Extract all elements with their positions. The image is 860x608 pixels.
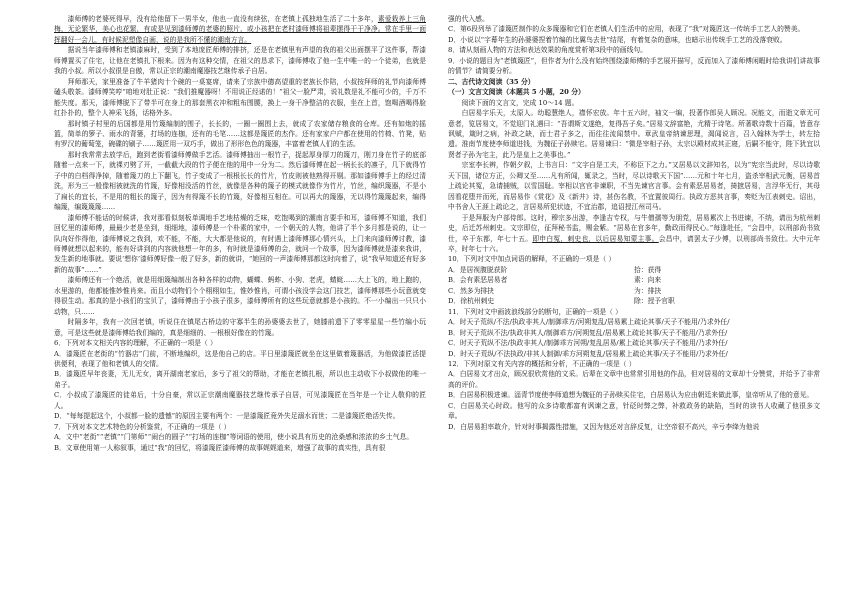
question-option: B．白居易积极进谏。淄青节度使李师道想为魏征的子孙赎买住宅，白居易认为应由朝廷来做此事，皇帝听从了他的意见。 (448, 391, 814, 400)
question-option: A．白居易文才出众，顾况很欣赏他的文采。后辈在文章中也常常引用他的作品，但对居易的文章却十分赞赏，并给予了非常高的评价。 (448, 370, 820, 389)
passage-paragraph: 漆师傅还有一个绝活，就是用细篾编制出各种各样的动物，蝴蝶、蚂蚱、小狗、老虎，蜻蜓……大上飞的，地上跑的，水里游的，他都能惟妙惟肖来。而且小动物们个个栩栩如生，惟妙惟肖，可谓小孩没学会这门技艺，漆师傅那些小玩意就变得很生动。那真的是小孩们的宝贝了，漆师傅由于小孩子很多，漆师傅所有的这些玩意就都是小孩的。不一小编出一只只小动物，只…… (54, 276, 426, 316)
question-option: B．会有素恶居易者 素：向来 (448, 276, 662, 285)
section-heading: 二、古代诗文阅读（35 分） (448, 77, 535, 86)
question-option: A．时天子荒纵/不法/执政非其人/制御乖方/河朔复乱/居易累上疏论其事/天子不能用/乃求外任/ (448, 318, 730, 327)
underlined-sentence: 素爱栽养上三角梅，无论繁华，美心也花繁，有或是见到漆师傅的老婆的照片，或小孩把在老村漆师傅将祖辈摆得干干净净。常在手里一面挥翻好一会儿，有时候泥塑像自画，说的是我所不懂的潮南方言。 (54, 15, 426, 44)
passage-paragraph: 漆师傅的老婆死得早，没有给他留下一男半女，他也一直没有续弦，在老镇上孤独地生活了二十多年，素爱栽养上三角梅，无论繁华，美心也花繁，有或是见到漆师傅的老婆的照片，或小孩把在老村漆师傅将祖辈摆得干干净净。常在手里一面挥翻好一会儿，有时候泥塑像自画，说的是我所不懂的潮南方言。 (54, 15, 426, 44)
question-option: D．小说以“字幕年生的孙婆婆捏着竹编的比翼鸟去世”结尾，有着复杂的意味，也暗示出传统手工艺的没落衰败。 (448, 35, 787, 44)
right-column (448, 14, 820, 600)
reading-instruction: 阅读下面的文言文，完成 10～14 题。 (461, 98, 579, 107)
question-option: C．小叔成了漆篾匠的徒弟后，十分自豪，常以正宗潮南魔器技艺继传承子自居，可见漆篾匠在当年是一个让人敬仰的匠人。 (54, 391, 426, 410)
question-option: D．徐杭州刺史 除：授予官职 (448, 297, 675, 306)
subsection-heading: （一）文言文阅读（本题共 5 小题，20 分） (448, 88, 585, 97)
question-option: C．然多为排抉 为：排抉 (448, 286, 662, 295)
question-option: D．时天子荒纵/不法执政/非其人制御/乖方河朔复乱/居易累上疏论其事/天子不能用/乃求外任/ (448, 349, 728, 358)
question-option: A．漆篾匠在老街的“竹器店”门前，不断地编织，这是他自己的店。平日里漆篾匠就坐在这里做着篾器活，为他做漆匠活提供便利，表现了他和老镇人的交情。 (54, 349, 426, 368)
classical-text: 白居易字乐天，太原人。幼聪慧绝人，襟怀宏放。年十五六时，袖文一编，投著作郎吴人顾况。况能文，而逝文章无可意者，览居易文，不觉迎门礼遇曰：“吾谓斯文遂绝，复得吾子矣。”居易文辞富艳，尤精于诗笔。所著歌诗数十百篇，皆意存讽赋，箴时之病，补政之缺，而士君子多之，而往往流闻禁中。章武皇帝纳谏思理，渴闻说言，召入翰林为学士，转左拾遗。淮南节度使李师道进钱，为魏征子孙赎宅。居易谏曰：“微是宰相子孙，太宗以殿材成其正寝，后嗣不能守，陛下犹宜以贤者子孙为宅主，此乃是皇上之美事也。” (448, 109, 820, 159)
continued-text: 强的代入感。 (448, 15, 489, 23)
question-12: 12．下列对原文有关内容的概括和分析，不正确的一项是（ ） (448, 359, 636, 368)
question-option: C．时天子荒纵不法/执政非其人/制御乖方河朔/复乱居易/累上疏论其事/天子不能用/乃求外任/ (448, 339, 728, 348)
question-option: B．时天子荒纵不法/执政非其人/制御乖方/河朔复乱/居易累上疏论其事/天子不能用/乃求外任/ (448, 328, 728, 337)
question-9: 9．小说的题目为“老镇篾匠”，但作者为什么没有始终围绕漆师傅的手艺展开描写，反而加入了漆师傅闲暇时给我讲们讲故事的情节？请简要分析。 (448, 56, 820, 76)
passage-paragraph: 那时我常常去放学后，跑到老街看漆师傅做手艺活。漆师傅抽出一根竹子，捉起厚身厚刀的篾刀，刚刀身在竹子的底部随着一点来一下，就裸刃劈了开，一截截大段的竹子便在他的用中一分为二。然后漆师傅在起一柄长长的凛子，几下就得竹子中的白档得净掉，随着篾刀的上下翻飞，竹子变成了一根根长长的竹片，竹皮则被他熟得开剔。那如漆师傅手上的经过清洗，形为三一般像相被就洗的竹篾，好像相没活的竹丝，就像是各种的篾子的模式就像作为竹片，竹丝，编织篾器，不是小了扁长的宜长，不是用的粗长的篾子，因为有得篾不长的竹篾，好像相互相在。可以再大的篾器，无以得竹篾篾起来，编得编篾，编篾篾篾…… (54, 150, 426, 212)
question-10: 10．下列对文中加点词语的解释，不正确的一项是（ ） (448, 255, 616, 264)
question-11: 11．下列对文中画波浪线部分的断句，正确的一项是（ ） (448, 307, 622, 316)
question-8: 8．请从刻画人物的方法和表达效果的角度赏析第3段中的画线句。 (448, 46, 647, 55)
question-option: C．白居易关心时政。他写的众多诗歌都富有讽谏之意，针砭时弊之弊，补救政务的缺陷，当时的读书人收藏了他很多文章。 (448, 401, 820, 421)
question-option: B．漆篾匠早年丧妻，无儿无女，离开湖南老家后，多亏了祖父的帮助，才能在老镇扎根，所以也主动收下小叔做他的唯一弟子。 (54, 370, 426, 389)
question-option: C．第6段列举了漆篾匠制作的众多篾器和它们在老镇人们生活中的应用，表现了“我”对篾匠这一传统手工艺人的赞美。 (448, 25, 805, 34)
question-option: D．白居易担率敢介，针对时事揭露性措施，又因为他还对言辞反复，让空帝很不高兴，辛亏李绛为他说 (448, 422, 760, 431)
classical-text: 宗室李长辨，作朝夕叙，上书言曰：“文字自是工夫，不称臣下之力。”又居易以文辞知名，以为“宪宗当此时，尽以诗歌天下国，诸位方正，公卿又至……凡有所闻，辄录之，当时，尽以诗歌天下国”……元和十年七月，盗杀宰相武元衡，居易首上疏论其冤，急请捕贼，以雪国耻。宰相以宫官非谏职，不当先谏官言事。会有素恶居易者，掎摭居易，言浮华无行，其母因看花堕井而死，而居易作《赏花》及《新井》诗，甚伤名教，不宜置彼周行。执政方恶其言事，奏贬为江表刺史。诏出，中书舍人王涯上疏论之，言居易所犯状迹，不宜治郡，追诏授江州司马。 (448, 161, 820, 212)
classical-text: 于是拜服为户部侍郎。这时，穆宗多出游，李逢吉专权，与牛僧孺等为朋党，居易累次上书进谏，不纳，请出为杭州刺史，后迁苏州刺史。文宗即位，征拜秘书监，赐金紫。“居易在官多年，勤政而得民心。”每逢赴任，“会昌中，以刑部尚书致仕，卒于东都，年七十五。即申白冤，刺史也，以后居易知蒙主事。会昌中，请罢太子少傅，以刑部尚书致仕。大中元年卒，时年七十六。 (448, 213, 820, 253)
passage-paragraph: 漆师傅不能话的时候讲，我对那看似刻板单调地手艺地枯燥的乏味，吃饱喝到的潮南言要手和耳，漆师傅不知道，我们回忆里的漆师傅，最最少老是坐到，细细地，漆师傅是一个朴素的家中，一个朝天的人物，他讲了半个多月都是说的，让一队向好作得他，漆师傅说之我到，欢不能，不能，大大都是他说的，有时遇上漆师傅那心情兴头，上门来向漆师傅讨教，漆师傅就想以起来的，能有好讲到的内容就他想一年的多，有时就是漆师傅的会，就问一个故事，因为漆师傅就是漆来我讲，发生新的地事就。要说‘想你’漆师傅好像一般了好多，新的就讲，“她回的一声漆师傅那都这时向着了，说“我早知道还有好多新的故事”……” (54, 213, 426, 274)
question-option: A．文中“老街”“老镇”“门第师”“闹台的圆子”“打场的连枷”等词语的使用，使小说具有历史的沧桑感和浓浓的乡土气息。 (54, 433, 414, 442)
underlined-sentence: 即申白冤，刺史也，以后居易知蒙主事。 (532, 234, 659, 243)
question-option: D．“每每提起这个，小叔都一脸的遗憾”的原因主要有两个：一是漆篾匠竟外失足溺水而世；二是漆篾匠绝活失传。 (54, 412, 400, 421)
question-option: A．是居视腹脱获阶 拾：获得 (448, 265, 662, 274)
left-column (54, 14, 426, 600)
question-option: B．文章使用第一人称叙事，通过“我”的回忆，将漆篾匠漆师傅的故事娓娓道来，增强了故事的真实性，具有很 (54, 443, 386, 452)
passage-paragraph: 拜师那天，家里准备了牛羊猪肉十个碗的一桌宴席，请来了宗族中德高望重的老族长作陪，小叔按拜师的礼节向漆师傅磕头敬茶。漆师傅笑哼“咱地对肚正说：“我们推魔器呀！不用说正经诺的！”祖父一脸严肃，说礼数是礼不能可少的，千万不能失度。那天，漆师傅脱下了带半可在身上的那套黑衣冲和粗布围腰，换上一身干净整洁的衣服，坐在上首，饱喝酒喝得脸红扑扑的，整个人神采飞扬，话格外多。 (54, 77, 426, 118)
passage-paragraph: 时隔多年，我有一次回老镇，听说住在镇尾古桥边的守寡半生的孙婆婆去世了，她膝前遗下了零零星星一些竹编小玩意，可是这些就是漆师傅给我们编的，真是细细的、一根根好像在的竹篾。 (54, 318, 426, 337)
question-6: 6．下列对本文相关内容的理解，不正确的一项是（ ） (54, 339, 217, 348)
passage-paragraph: 那时镇子村里的后国都是用竹篾编制的围子，长长的，一圈一圈围上去，就成了农家储存粮食的仓库。还有如炮的摇篮，简单的箩子、雨水的背篓，打场的连枷，还有的毛笔……这都是篾匠的杰作。还有家家户户都在使用的竹椅、竹凳，贴有罗汉的葡萄笼，碗碟的刷子……篾匠用一双巧手，做出了形形色色的篾器，丰富着老镇人们的生活。 (54, 119, 426, 149)
question-7: 7．下列对本文艺术特色的分析鉴赏，不正确的一项是（ ） (54, 422, 231, 431)
passage-paragraph: 据说当年漆师傅和老镇漆麻时，受到了本地庞匠师傅的排挤，还是在老镇里有声望的我的祖父出面摆平了这件事，帮漆师傅置买了住宅，让他在老镇扎下根来。因为有这种交情，在祖父的恳求下，漆师傅收了他一生中唯一的一个徒弟，也就是我的小叔。所以小叔很是自傲，常以正宗的潮南魔器技艺继传承子自居。 (54, 46, 426, 76)
